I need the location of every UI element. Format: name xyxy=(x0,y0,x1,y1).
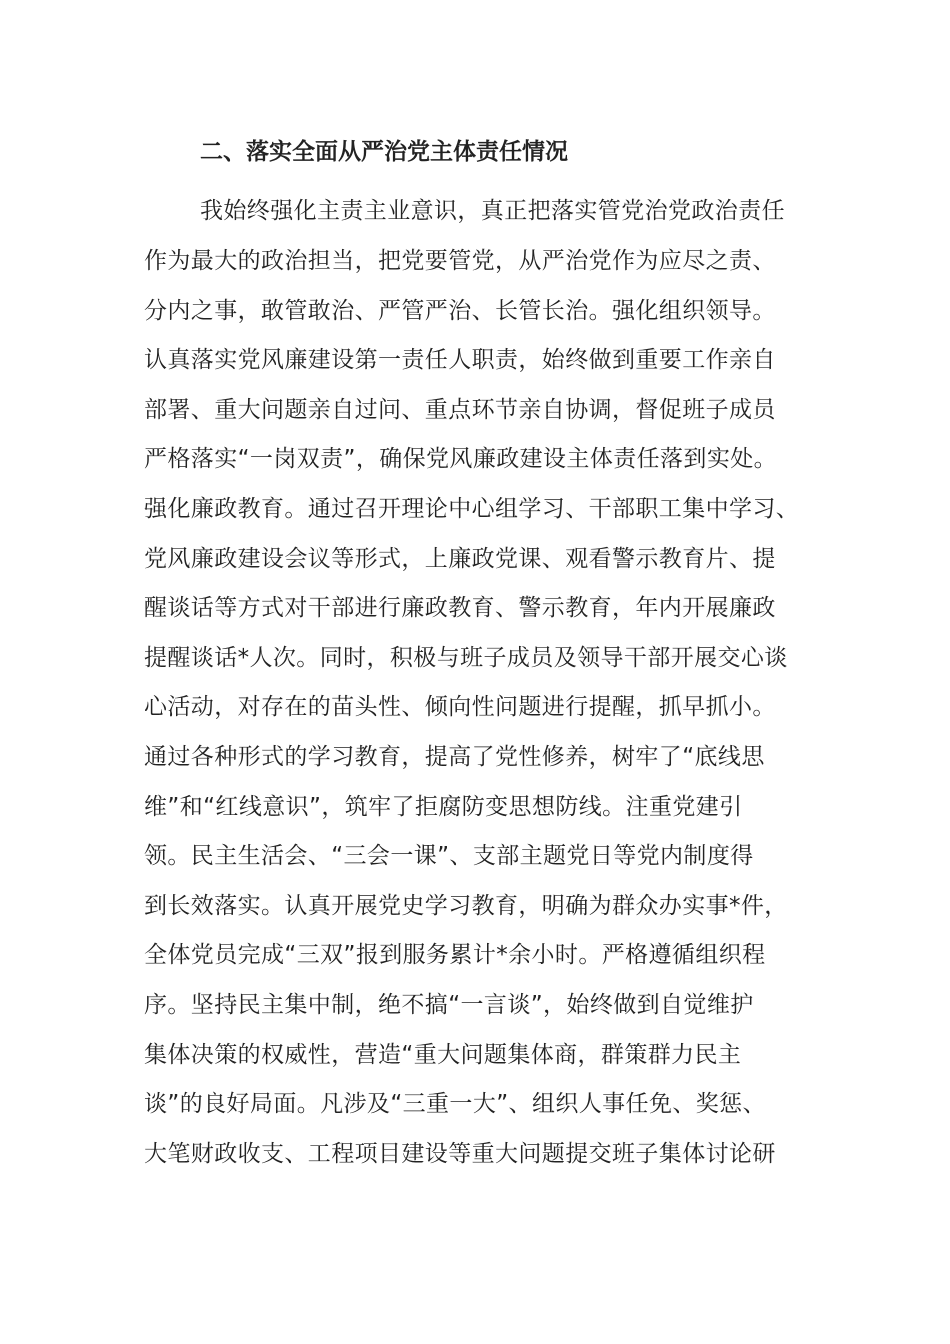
paragraph-line: 维”和“红线意识”，筑牢了拒腐防变思想防线。注重党建引 xyxy=(144,794,743,820)
paragraph-line: 我始终强化主责主业意识，真正把落实管党治党政治责任 xyxy=(200,198,785,224)
paragraph-line: 党风廉政建设会议等形式，上廉政党课、观看警示教育片、提 xyxy=(144,546,776,572)
paragraph-line: 领。民主生活会、“三会一课”、支部主题党日等党内制度得 xyxy=(144,843,754,869)
paragraph-line: 全体党员完成“三双”报到服务累计*余小时。严格遵循组织程 xyxy=(144,942,766,968)
paragraph-line: 集体决策的权威性，营造“重大问题集体商，群策群力民主 xyxy=(144,1042,742,1068)
paragraph-line: 提醒谈话*人次。同时，积极与班子成员及领导干部开展交心谈 xyxy=(144,645,788,671)
paragraph-line: 作为最大的政治担当，把党要管党，从严治党作为应尽之责、 xyxy=(144,248,776,274)
paragraph-line: 分内之事，敢管敢治、严管严治、长管长治。强化组织领导。 xyxy=(144,298,776,324)
section-heading: 二、落实全面从严治党主体责任情况 xyxy=(200,139,568,165)
paragraph-line: 强化廉政教育。通过召开理论中心组学习、干部职工集中学习、 xyxy=(144,496,800,522)
paragraph-line: 谈”的良好局面。凡涉及“三重一大”、组织人事任免、奖惩、 xyxy=(144,1091,766,1117)
paragraph-line: 认真落实党风廉建设第一责任人职责，始终做到重要工作亲自 xyxy=(144,347,776,373)
paragraph-line: 序。坚持民主集中制，绝不搞“一言谈”，始终做到自觉维护 xyxy=(144,992,754,1018)
paragraph-line: 严格落实“一岗双责”，确保党风廉政建设主体责任落到实处。 xyxy=(144,446,778,472)
paragraph-line: 醒谈话等方式对干部进行廉政教育、警示教育，年内开展廉政 xyxy=(144,595,776,621)
paragraph-line: 部署、重大问题亲自过问、重点环节亲自协调，督促班子成员 xyxy=(144,397,776,423)
paragraph-line: 心活动，对存在的苗头性、倾向性问题进行提醒，抓早抓小。 xyxy=(144,694,776,720)
paragraph-line: 到长效落实。认真开展党史学习教育，明确为群众办实事*件， xyxy=(144,893,788,919)
paragraph-line: 大笔财政收支、工程项目建设等重大问题提交班子集体讨论研 xyxy=(144,1141,776,1167)
paragraph-line: 通过各种形式的学习教育，提高了党性修养，树牢了“底线思 xyxy=(144,744,765,770)
